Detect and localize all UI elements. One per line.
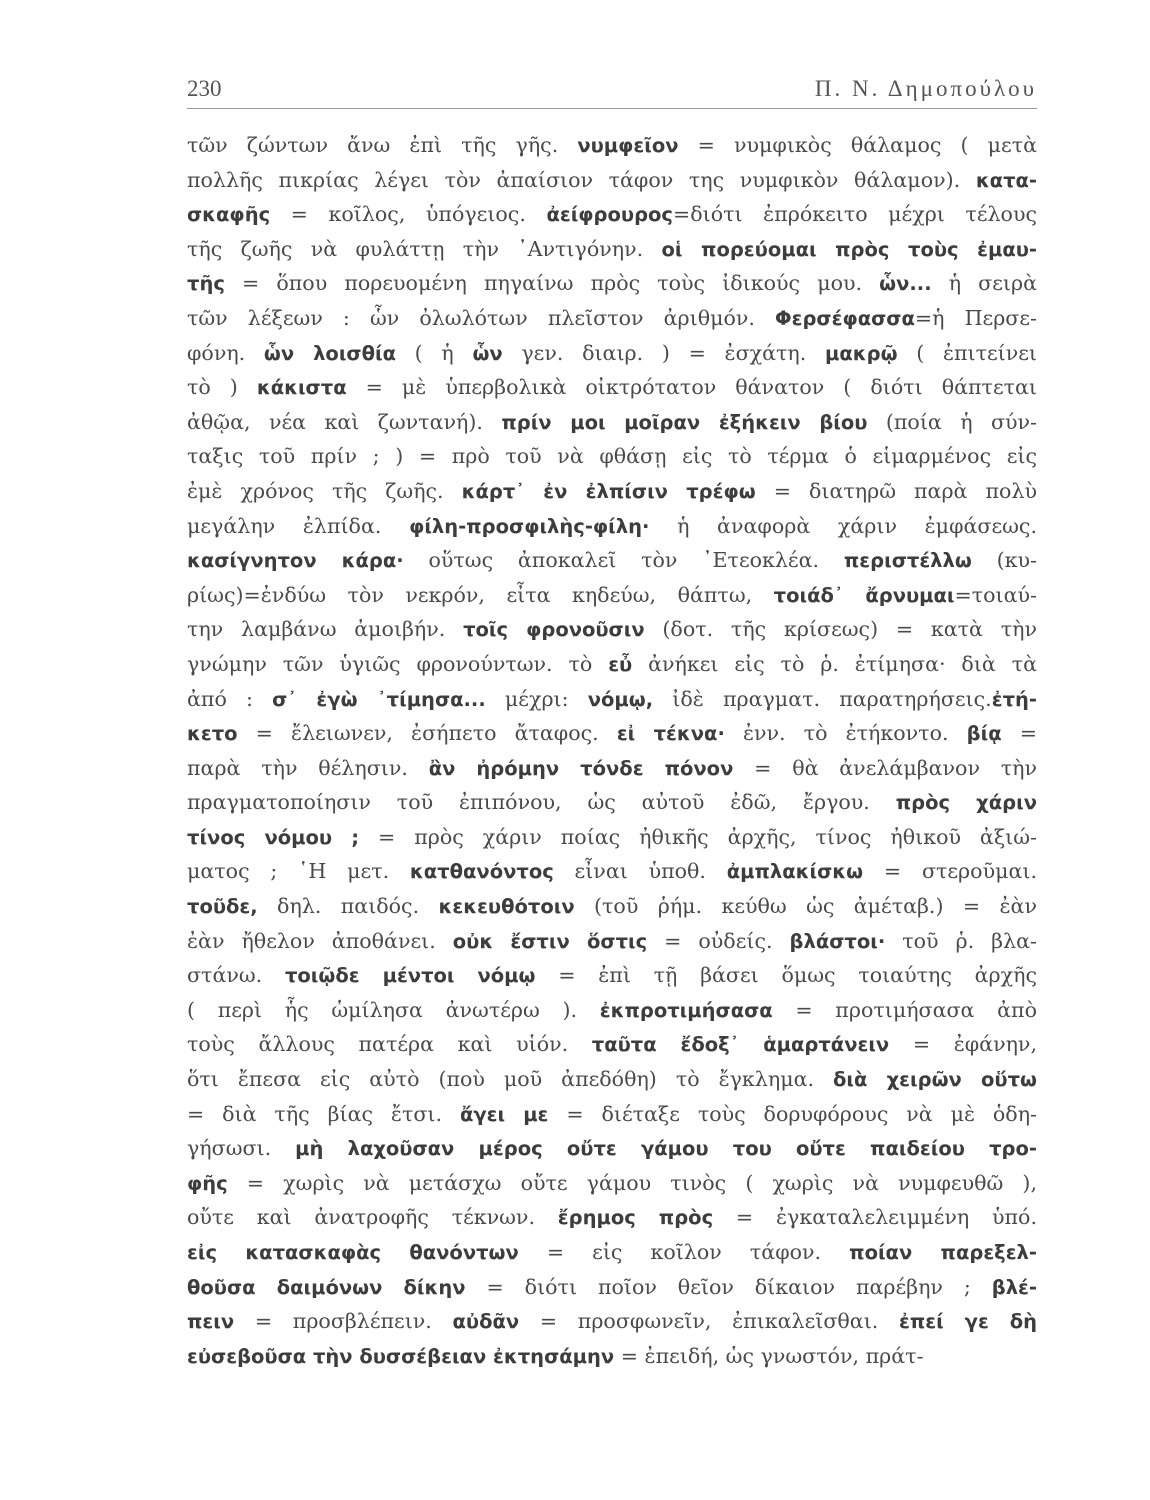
lemma-term: νυμφεῖον [577,134,679,157]
text-line [187,301,1037,336]
gloss-text: = ὅπου πορευομένη πηγαίνω πρὸς τοὺς ἰδικούς μου. [224,271,880,296]
text-line [187,474,1037,509]
lemma-term: θοῦσα δαιμόνων δίκην [187,1275,466,1299]
lemma-term: ἀείφρουρος [546,203,673,227]
lemma-term: ἂν ἠρόμην τόνδε πόνον [428,756,734,780]
lemma-term: Φερσέφασσα [775,306,915,330]
text-line [187,232,1037,267]
lemma-term: ἐκπροτιμήσασα [599,998,773,1022]
gloss-text: φόνη. [187,340,264,365]
gloss-text: την λαμβάνω ἀμοιβήν. [187,617,464,642]
gloss-text: γεν. διαιρ. ) = ἐσχάτη. [502,340,826,365]
lemma-term: κάρτ᾽ ἐν ἐλπίσιν τρέφω [461,479,756,503]
text-line [187,370,1037,405]
text-line [187,1270,1037,1305]
gloss-text: ταξις τοῦ πρίν ; ) = πρὸ τοῦ νὰ φθάσῃ εἰς τὸ τέρμα ὁ εἱμαρμένος εἰς [187,444,1037,469]
gloss-text: = στεροῦμαι. [863,859,1037,884]
lemma-term: μὴ λαχοῦσαν μέρος οὔτε γάμου του οὔτε παιδείου τρο- [295,1137,1037,1161]
text-line [187,578,1037,613]
lemma-term: αὐδᾶν [452,1310,520,1334]
gloss-text: = χωρὶς νὰ μετάσχω οὔτε γάμου τινὸς ( χωρὶς νὰ νυμφευθῶ ), [227,1170,1037,1195]
text-line [187,958,1037,993]
gloss-text: (δοτ. τῆς κρίσεως) = κατὰ τὴν [644,617,1037,642]
lemma-term: κετο [187,722,238,746]
text-line [187,197,1037,232]
text-line [187,751,1037,786]
gloss-text: μεγάλην ἐλπίδα. [187,513,410,538]
lemma-term: εὖ [608,652,633,676]
gloss-text: ἐμὲ χρόνος τῆς ζωῆς. [187,478,462,503]
gloss-text: ( περὶ ἧς ὡμίλησα ἀνωτέρω ). [187,997,600,1022]
gloss-text: = ἐφάνην, [889,1032,1037,1057]
lemma-term: ταῦτα ἔδοξ᾽ ἁμαρτάνειν [591,1033,890,1057]
gloss-text: = ἐγκαταλελειμμένη ὑπό. [713,1205,1037,1230]
gloss-text: οὔτε καὶ ἀνατροφῆς τέκνων. [187,1205,558,1230]
text-line [187,1200,1037,1235]
gloss-text: ἀθῷα, νέα καὶ ζωντανή). [187,409,502,434]
gloss-text: =ἡ Περσε- [914,305,1037,330]
lemma-term: κασίγνητον κάρα· [187,549,404,573]
lemma-term: πρὸς χάριν [895,791,1037,815]
lemma-term: τοιάδ᾽ ἄρνυμαι [773,583,955,607]
text-line [187,1097,1037,1132]
page-number: 230 [187,76,222,101]
gloss-text: πολλῆς πικρίας λέγει τὸν ἀπαίσιον τάφον της νυμφικὸν θάλαμον). [187,167,976,192]
lemma-term: εὐσεβοῦσα τὴν δυσσέβειαν ἐκτησάμην [187,1344,615,1368]
gloss-text: γήσωσι. [187,1136,296,1161]
text-line [187,647,1037,682]
lemma-term: φῆς [187,1171,228,1195]
gloss-text: οὕτως ἀποκαλεῖ τὸν ᾽Ετεοκλέα. [403,548,844,573]
gloss-text: εἶναι ὑποθ. [553,859,727,884]
gloss-text: = οὐδείς. [647,928,790,953]
gloss-text: ἐνν. τὸ ἐτήκοντο. [724,721,967,746]
lemma-term: βλάστοι· [789,929,886,953]
gloss-text: (ποία ἡ σύν- [867,409,1037,434]
gloss-text: τῶν ζώντων ἄνω ἐπὶ τῆς γῆς. [187,133,578,157]
text-line [187,820,1037,855]
lemma-term: ὧν [472,341,503,365]
text-line [187,854,1037,889]
gloss-text: ἀνήκει εἰς τὸ ῥ. ἐτίμησα· διὰ τὰ [632,651,1037,676]
lemma-term: ὧν λοισθία [263,341,396,365]
page-header [187,70,1037,110]
lemma-term: οὐκ ἔστιν ὅστις [452,929,648,953]
gloss-text: = πρὸς χάριν ποίας ἠθικῆς ἀρχῆς, τίνος ἠθικοῦ ἀξιώ- [359,824,1037,849]
lemma-term: ἀμπλακίσκω [726,860,864,884]
gloss-text: = διότι ποῖον θεῖον δίκαιον παρέβην ; [465,1274,992,1299]
gloss-text: ( ἡ [396,340,473,365]
gloss-text: δηλ. παιδός. [257,894,439,919]
lemma-term: τοιῷδε μέντοι νόμῳ [284,964,536,988]
gloss-text: τῶν λέξεων : ὧν ὀλωλότων πλεῖστον ἀριθμόν. [187,305,776,330]
text-line [187,785,1037,820]
lemma-term: τῆς [187,272,225,296]
lemma-term: ποίαν παρεξελ- [849,1241,1037,1264]
gloss-text: =τοιαύ- [954,582,1037,607]
gloss-text: ἡ ἀναφορὰ χάριν ἐμφάσεως. [649,513,1037,538]
text-line [187,509,1037,544]
text-line [187,612,1037,647]
running-title: Π. Ν. Δημοπούλου [814,76,1037,101]
lemma-term: ἔρημος πρὸς [557,1206,714,1230]
gloss-text: τοὺς ἄλλους πατέρα καὶ υἱόν. [187,1032,592,1057]
lemma-term: τίνος νόμου ; [187,825,360,849]
gloss-text: (τοῦ ῥήμ. κεύθω ὡς ἀμέταβ.) = ἐὰν [574,894,1037,919]
text-line [187,1339,1037,1374]
text-line [187,1235,1037,1270]
lemma-term: ἄγει με [459,1102,549,1126]
gloss-text: = κοῖλος, ὑπόγειος. [270,202,547,227]
gloss-text: ἡ σειρὰ [931,271,1037,296]
text-line [187,889,1037,924]
gloss-text: μέχρι: [485,686,588,711]
lemma-term: εἰ τέκνα· [616,722,725,746]
gloss-text: τὸ ) [187,375,257,400]
gloss-text: τῆς ζωῆς νὰ φυλάττῃ τὴν ᾽Αντιγόνην. [187,236,662,261]
gloss-text: ἐὰν ἤθελον ἀποθάνει. [187,928,453,953]
lemma-term: κατα- [975,168,1037,192]
lemma-term: κατθανόντος [409,860,554,884]
lemma-term: ἐτή- [991,687,1037,711]
text-line [187,128,1037,163]
gloss-text: στάνω. [187,963,285,988]
text-line [187,1166,1037,1201]
text-line [187,1027,1037,1062]
lemma-term: φίλη-προσφιλὴς-φίλη· [409,514,650,538]
gloss-text: (κυ- [971,548,1037,573]
lemma-term: κεκευθότοιν [438,895,575,919]
lemma-term: κάκιστα [256,376,347,400]
gloss-text: ματος ; ῾Η μετ. [187,859,410,884]
text-line [187,682,1037,717]
lemma-term: ἐπεί γε δὴ [899,1310,1037,1334]
gloss-text: = ἐπειδή, ὡς γνωστόν, πράτ- [614,1343,924,1368]
gloss-text: = προτιμήσασα ἀπὸ [772,997,1037,1022]
gloss-text: ρίως)=ἐνδύω τὸν νεκρόν, εἶτα κηδεύω, θάπτω, [187,582,774,607]
gloss-text: ὅτι ἔπεσα εἰς αὐτὸ (ποὺ μοῦ ἀπεδόθη) τὸ ἔγκλημα. [187,1067,833,1092]
lemma-term: μακρῷ [825,341,898,365]
text-line [187,924,1037,959]
lemma-term: εἰς κατασκαφὰς θανόντων [187,1241,519,1264]
text-line [187,1131,1037,1166]
text-line [187,993,1037,1028]
gloss-text: ( ἐπιτείνει [897,340,1037,365]
lemma-term: πειν [187,1310,235,1334]
gloss-text: = μὲ ὑπερβολικὰ οἰκτρότατον θάνατον ( διότι θάπτεται [346,375,1037,400]
gloss-text: = προσφωνεῖν, ἐπικαλεῖσθαι. [519,1309,900,1334]
text-line [187,405,1037,440]
lemma-term: νόμῳ, [587,687,654,711]
gloss-text: ἀπό : [187,686,273,711]
gloss-text: ἰδὲ πραγματ. παρατηρήσεις. [653,686,992,711]
gloss-text: πραγματοποίησιν τοῦ ἐπιπόνου, ὡς αὐτοῦ ἐδῶ, ἔργου. [187,790,896,815]
lemma-term: τοῖς φρονοῦσιν [463,618,645,642]
lemma-term: τοῦδε, [187,895,258,919]
text-line [187,439,1037,474]
gloss-text: = διέταξε τοὺς δορυφόρους νὰ μὲ ὁδη- [548,1101,1037,1126]
lemma-term: πρίν μοι μοῖραν ἐξήκειν βίου [501,410,868,434]
text-line [187,1304,1037,1339]
gloss-text: = διὰ τῆς βίας ἔτσι. [187,1101,460,1126]
text-line [187,716,1037,751]
text-line [187,336,1037,371]
commentary-text [187,128,1037,1373]
text-line [187,163,1037,198]
gloss-text: = διατηρῶ παρὰ πολὺ [755,478,1037,503]
gloss-text: γνώμην τῶν ὑγιῶς φρονούντων. τὸ [187,651,609,676]
gloss-text: = [1001,721,1037,746]
lemma-term: βίᾳ [966,722,1002,746]
lemma-term: διὰ χειρῶν οὕτω [833,1068,1037,1092]
gloss-text: τοῦ ῥ. βλα- [885,928,1037,953]
gloss-text: = προσβλέπειν. [234,1309,453,1334]
gloss-text: = θὰ ἀνελάμβανον τὴν [733,755,1037,780]
text-line [187,543,1037,578]
gloss-text: παρὰ τὴν θέλησιν. [187,755,429,780]
lemma-term: σ᾽ ἐγὼ ᾽τίμησα... [272,687,486,711]
gloss-text: =διότι ἐπρόκειτο μέχρι τέλους [672,202,1037,227]
gloss-text: = νυμφικὸς θάλαμος ( μετὰ [678,133,1037,157]
gloss-text: = ἔλειωνεν, ἐσήπετο ἄταφος. [237,721,617,746]
lemma-term: βλέ- [991,1275,1037,1299]
lemma-term: οἱ πορεύομαι πρὸς τοὺς ἐμαυ- [661,237,1037,261]
gloss-text: = ἐπὶ τῇ βάσει ὅμως τοιαύτης ἀρχῆς [535,963,1037,988]
lemma-term: σκαφῆς [187,203,271,227]
header-rule [187,108,1037,109]
text-line [187,266,1037,301]
lemma-term: περιστέλλω [843,549,972,573]
gloss-text: = εἰς κοῖλον τάφον. [518,1240,850,1264]
lemma-term: ὧν... [879,272,932,296]
text-line [187,1062,1037,1097]
